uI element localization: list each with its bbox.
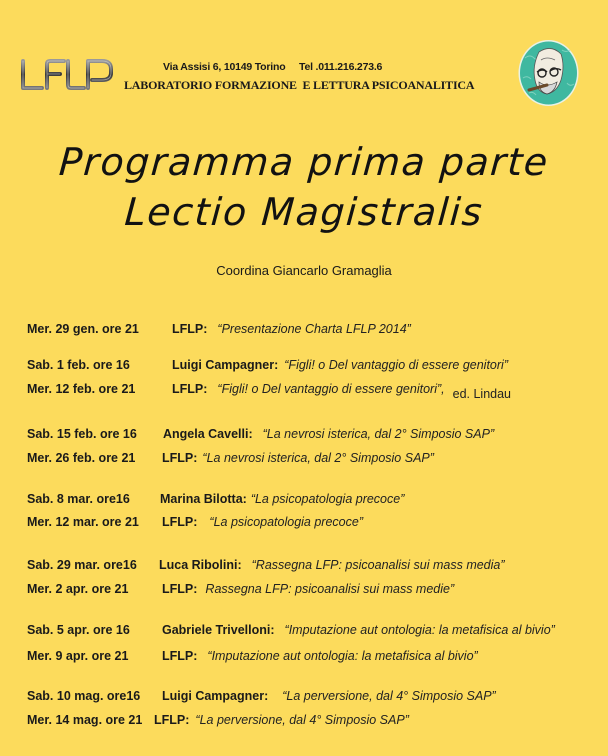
schedule-row	[27, 581, 454, 597]
schedule-row	[27, 557, 505, 573]
schedule-row	[27, 712, 409, 728]
event-speaker: LFLP:	[172, 382, 208, 396]
event-topic: “La nevrosi isterica, dal 2° Simposio SAP”	[262, 427, 495, 441]
coordinator-credit: Coordina Giancarlo Gramaglia	[216, 263, 392, 278]
event-date: Mer. 29 gen. ore 21	[27, 322, 139, 336]
event-topic: “Figli! o Del vantaggio di essere genitori”	[284, 358, 508, 372]
event-speaker: LFLP:	[162, 515, 198, 529]
event-topic: “La nevrosi isterica, dal 2° Simposio SAP”	[202, 451, 434, 465]
event-speaker: LFLP:	[154, 713, 190, 727]
event-topic: “Figli! o Del vantaggio di essere genitori”,	[217, 382, 445, 396]
event-speaker: LFLP:	[162, 451, 198, 465]
event-date: Sab. 5 apr. ore 16	[27, 623, 130, 637]
event-date: Mer. 12 feb. ore 21	[27, 382, 136, 396]
event-date: Sab. 10 mag. ore16	[27, 689, 141, 703]
schedule-row	[27, 381, 512, 401]
event-date: Sab. 1 feb. ore 16	[27, 358, 130, 372]
event-topic: Rassegna LFP: psicoanalisi sui mass medie”	[205, 582, 455, 596]
event-date: Mer. 26 feb. ore 21	[27, 451, 136, 465]
schedule-row	[27, 648, 478, 664]
event-speaker: Luigi Campagner:	[162, 689, 269, 703]
page-header	[0, 0, 608, 120]
portrait-caricature-icon	[517, 38, 580, 108]
event-topic: “Rassegna LFP: psicoanalisi sui mass media”	[251, 558, 505, 572]
event-date: Mer. 14 mag. ore 21	[27, 713, 143, 727]
event-date: Mer. 2 apr. ore 21	[27, 582, 129, 596]
event-note: ed. Lindau	[452, 387, 512, 401]
event-topic: “La perversione, dal 4° Simposio SAP”	[282, 689, 496, 703]
event-speaker: LFLP:	[162, 582, 198, 596]
event-speaker: LFLP:	[172, 322, 208, 336]
event-date: Sab. 15 feb. ore 16	[27, 427, 137, 441]
organization-name: LABORATORIO FORMAZIONE E LETTURA PSICOANALITICA	[124, 78, 475, 92]
lflp-logo-icon	[20, 58, 114, 92]
schedule-row	[27, 622, 555, 638]
event-topic: “Imputazione aut ontologia: la metafisica al bivio”	[207, 649, 478, 663]
event-speaker: Marina Bilotta:	[160, 492, 247, 506]
event-speaker: Angela Cavelli:	[163, 427, 253, 441]
event-date: Mer. 9 apr. ore 21	[27, 649, 129, 663]
event-speaker: Gabriele Trivelloni:	[162, 623, 275, 637]
schedule-row	[27, 426, 494, 442]
event-date: Sab. 29 mar. ore16	[27, 558, 137, 572]
address-contact: Via Assisi 6, 10149 Torino Tel .011.216.273.6	[163, 61, 383, 73]
event-date: Sab. 8 mar. ore16	[27, 492, 130, 506]
schedule-row	[27, 491, 404, 507]
event-speaker: Luca Ribolini:	[159, 558, 242, 572]
event-topic: “La perversione, dal 4° Simposio SAP”	[195, 713, 409, 727]
event-topic: “La psicopatologia precoce”	[250, 492, 405, 506]
schedule-row	[27, 450, 434, 466]
event-topic: “La psicopatologia precoce”	[209, 515, 363, 529]
page-title-line-2: Lectio Magistralis	[123, 190, 485, 234]
page-title-line-1: Programma prima parte	[57, 140, 551, 184]
event-speaker: LFLP:	[162, 649, 198, 663]
event-date: Mer. 12 mar. ore 21	[27, 515, 139, 529]
schedule-row	[27, 357, 508, 373]
event-speaker: Luigi Campagner:	[172, 358, 279, 372]
schedule-row	[27, 321, 411, 337]
event-topic: “Imputazione aut ontologia: la metafisica al bivio”	[284, 623, 555, 637]
schedule-row	[27, 688, 496, 704]
event-topic: “Presentazione Charta LFLP 2014”	[217, 322, 411, 336]
schedule-row	[27, 514, 363, 530]
